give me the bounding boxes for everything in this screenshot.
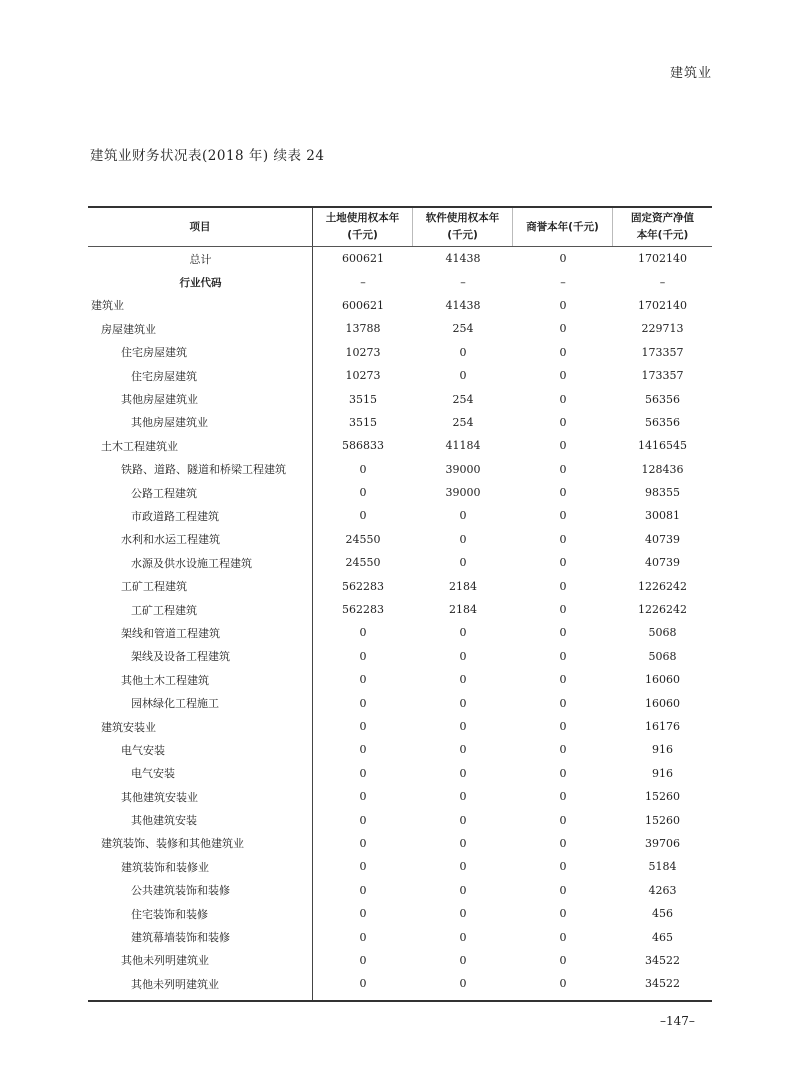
- row-value: 254: [452, 415, 474, 429]
- row-value: 13788: [345, 322, 381, 336]
- row-value: 1226242: [638, 579, 687, 593]
- row-value: 0: [359, 486, 367, 500]
- row-value: 0: [359, 977, 367, 991]
- row-value: 56356: [645, 392, 680, 406]
- header-item: 项目: [88, 208, 313, 246]
- row-value: 0: [559, 509, 567, 523]
- row-value: 0: [559, 883, 567, 897]
- row-label: 工矿工程建筑: [121, 580, 187, 594]
- row-value: 41438: [445, 298, 481, 312]
- table-row: [88, 925, 712, 948]
- row-value: 128436: [641, 462, 684, 476]
- row-label: 建筑业: [91, 299, 124, 313]
- row-value: 0: [459, 673, 467, 687]
- row-value: 0: [459, 953, 467, 967]
- table-row: [88, 270, 712, 293]
- row-value: 0: [559, 813, 567, 827]
- header-goodwill: 商誉本年(千元): [513, 208, 613, 246]
- row-value: 0: [359, 930, 367, 944]
- row-label: 住宅房屋建筑: [131, 369, 197, 383]
- table-row: [88, 247, 712, 270]
- row-value: 0: [359, 509, 367, 523]
- row-value: 0: [559, 860, 567, 874]
- table-row: [88, 762, 712, 785]
- table-row: [88, 551, 712, 574]
- row-label: 总计: [189, 252, 212, 266]
- row-value: 5184: [648, 860, 677, 874]
- table-row: [88, 504, 712, 527]
- row-value: 98355: [645, 486, 680, 500]
- financial-table: [88, 206, 712, 1002]
- row-value: 15260: [645, 790, 680, 804]
- row-value: 0: [459, 977, 467, 991]
- table-row: [88, 902, 712, 925]
- table-row: [88, 317, 712, 340]
- row-value: 0: [359, 883, 367, 897]
- row-label: 其他建筑安装: [131, 814, 197, 828]
- row-value: 0: [459, 556, 467, 570]
- row-value: 0: [459, 532, 467, 546]
- row-value: 16060: [645, 696, 680, 710]
- row-value: 916: [652, 743, 673, 757]
- row-value: 0: [559, 790, 567, 804]
- row-value: 600621: [342, 252, 384, 266]
- table-row: [88, 528, 712, 551]
- row-value: 0: [459, 836, 467, 850]
- row-value: 0: [459, 907, 467, 921]
- row-value: 0: [359, 720, 367, 733]
- row-value: 0: [459, 790, 467, 804]
- row-value: 0: [359, 626, 367, 640]
- row-label: 水源及供水设施工程建筑: [131, 556, 252, 570]
- row-value: 0: [559, 930, 567, 944]
- row-value: 1226242: [638, 603, 687, 617]
- row-value: 0: [359, 649, 367, 663]
- row-value: 1416545: [638, 439, 687, 453]
- row-label: 铁路、道路、隧道和桥梁工程建筑: [121, 463, 286, 477]
- row-value: 0: [459, 720, 467, 733]
- row-label: 公共建筑装饰和装修: [131, 884, 230, 898]
- row-value: 465: [652, 930, 673, 944]
- row-value: 254: [452, 322, 474, 336]
- row-label: 公路工程建筑: [131, 486, 197, 500]
- row-value: 0: [559, 953, 567, 967]
- row-value: 0: [559, 696, 567, 710]
- table-row: [88, 294, 712, 317]
- row-value: 562283: [342, 579, 384, 593]
- row-value: 0: [359, 766, 367, 780]
- header-net-fixed-assets: 固定资产净值 本年(千元): [631, 212, 694, 241]
- row-value: 30081: [645, 509, 680, 523]
- row-value: –: [659, 275, 666, 289]
- row-value: 0: [559, 298, 567, 312]
- running-head: 建筑业: [669, 66, 712, 81]
- row-value: 0: [559, 579, 567, 593]
- row-value: 0: [359, 907, 367, 921]
- row-label: 建筑安装业: [101, 720, 156, 734]
- row-value: 0: [559, 369, 567, 383]
- table-row: [88, 387, 712, 410]
- table-row: [88, 341, 712, 364]
- row-value: 1702140: [638, 298, 687, 312]
- table-row: [88, 481, 712, 504]
- row-value: 0: [459, 883, 467, 897]
- row-value: 0: [559, 720, 567, 733]
- row-label: 其他土木工程建筑: [121, 673, 209, 687]
- row-value: 0: [559, 977, 567, 991]
- row-value: 0: [459, 696, 467, 710]
- row-value: 0: [559, 743, 567, 757]
- row-label: 其他未列明建筑业: [121, 954, 209, 968]
- row-value: 39000: [445, 462, 481, 476]
- table-row: [88, 808, 712, 831]
- row-value: 0: [559, 907, 567, 921]
- row-value: 254: [452, 392, 474, 406]
- table-row: [88, 621, 712, 644]
- row-label: 其他房屋建筑业: [131, 416, 208, 430]
- table-row: [88, 364, 712, 387]
- row-value: 0: [559, 673, 567, 687]
- row-value: 2184: [449, 603, 477, 617]
- row-value: 0: [559, 415, 567, 429]
- row-label: 其他未列明建筑业: [131, 977, 219, 991]
- row-value: 456: [652, 907, 673, 921]
- row-value: 4263: [648, 883, 677, 897]
- row-value: 0: [359, 673, 367, 687]
- row-value: 0: [459, 626, 467, 640]
- row-value: 5068: [648, 626, 677, 640]
- table-header: [88, 208, 712, 247]
- table-row: [88, 598, 712, 621]
- row-label: 住宅装饰和装修: [131, 907, 208, 921]
- row-value: 0: [359, 462, 367, 476]
- table-row: [88, 738, 712, 761]
- table-row: [88, 949, 712, 972]
- row-label: 电气安装: [131, 767, 175, 781]
- row-value: 1702140: [638, 252, 687, 266]
- table-row: [88, 458, 712, 481]
- row-value: 40739: [645, 556, 680, 570]
- row-value: 24550: [345, 556, 381, 570]
- row-value: 0: [459, 509, 467, 523]
- row-label: 水利和水运工程建筑: [121, 533, 220, 547]
- row-value: 2184: [449, 579, 477, 593]
- row-value: 0: [559, 836, 567, 850]
- table-row: [88, 668, 712, 691]
- row-value: 0: [359, 860, 367, 874]
- row-label: 土木工程建筑业: [101, 439, 178, 453]
- row-value: 0: [359, 813, 367, 827]
- row-value: 0: [459, 345, 467, 359]
- row-value: 562283: [342, 603, 384, 617]
- header-land-use-rights: 土地使用权本年 (千元): [313, 208, 413, 246]
- row-value: 0: [359, 743, 367, 757]
- row-value: 0: [559, 486, 567, 500]
- row-label: 建筑装饰、装修和其他建筑业: [101, 837, 244, 851]
- row-value: 34522: [645, 953, 680, 967]
- row-value: 0: [459, 369, 467, 383]
- row-value: 0: [559, 766, 567, 780]
- row-value: 0: [359, 953, 367, 967]
- row-value: 0: [559, 626, 567, 640]
- row-value: 16176: [645, 720, 680, 733]
- row-label: 其他房屋建筑业: [121, 393, 198, 407]
- row-label: 住宅房屋建筑: [121, 346, 187, 360]
- header-software-rights: 软件使用权本年 (千元): [413, 208, 513, 246]
- row-value: 16060: [645, 673, 680, 687]
- table-row: [88, 411, 712, 434]
- row-value: 39706: [645, 836, 680, 850]
- row-value: 24550: [345, 532, 381, 546]
- table-row: [88, 879, 712, 902]
- row-value: 173357: [641, 369, 684, 383]
- row-value: 3515: [349, 392, 377, 406]
- row-value: 600621: [342, 298, 384, 312]
- table-row: [88, 691, 712, 714]
- row-value: 0: [359, 696, 367, 710]
- row-value: 0: [459, 743, 467, 757]
- table-row: [88, 785, 712, 808]
- row-value: 0: [459, 860, 467, 874]
- row-value: 0: [359, 790, 367, 804]
- row-label: 园林绿化工程施工: [131, 697, 219, 711]
- row-value: 0: [459, 649, 467, 663]
- row-label: 房屋建筑业: [101, 322, 156, 336]
- row-value: 0: [559, 532, 567, 546]
- table-row: [88, 715, 712, 738]
- row-value: 0: [459, 930, 467, 944]
- row-label: 行业代码: [179, 276, 222, 289]
- row-value: –: [460, 275, 466, 289]
- row-label: 电气安装: [121, 743, 165, 757]
- table-row: [88, 645, 712, 668]
- table-title: 建筑业财务状况表(2018 年) 续表 24: [90, 148, 325, 164]
- table-row: [88, 832, 712, 855]
- row-label: 架线及设备工程建筑: [131, 650, 230, 664]
- row-value: 0: [559, 603, 567, 617]
- row-value: 34522: [645, 977, 680, 991]
- page-number: –147–: [660, 1014, 695, 1028]
- row-value: 15260: [645, 813, 680, 827]
- row-label: 建筑幕墙装饰和装修: [131, 931, 230, 945]
- row-value: –: [560, 275, 566, 289]
- row-value: 10273: [345, 345, 381, 359]
- row-value: 0: [559, 392, 567, 406]
- row-value: 0: [559, 252, 567, 266]
- row-value: 41438: [445, 252, 481, 266]
- row-label: 工矿工程建筑: [131, 603, 197, 617]
- row-value: 3515: [349, 415, 377, 429]
- row-value: 40739: [645, 532, 680, 546]
- row-value: 229713: [641, 322, 684, 336]
- row-value: 0: [559, 462, 567, 476]
- row-value: 0: [559, 322, 567, 336]
- table-row: [88, 855, 712, 878]
- row-label: 架线和管道工程建筑: [121, 626, 220, 640]
- row-value: 0: [359, 836, 367, 850]
- table-row: [88, 972, 712, 995]
- row-value: 41184: [445, 439, 481, 453]
- row-value: 0: [459, 813, 467, 827]
- row-value: 0: [559, 345, 567, 359]
- row-value: 173357: [641, 345, 684, 359]
- row-value: 5068: [648, 649, 677, 663]
- row-value: 39000: [445, 486, 481, 500]
- row-label: 市政道路工程建筑: [131, 509, 219, 523]
- row-value: 586833: [342, 439, 384, 453]
- row-value: 0: [459, 766, 467, 780]
- row-value: 0: [559, 556, 567, 570]
- row-label: 其他建筑安装业: [121, 790, 198, 804]
- row-value: 10273: [345, 369, 381, 383]
- row-value: 0: [559, 439, 567, 453]
- table-row: [88, 434, 712, 457]
- table-row: [88, 574, 712, 597]
- row-value: 0: [559, 649, 567, 663]
- row-value: 56356: [645, 415, 680, 429]
- row-label: 建筑装饰和装修业: [121, 860, 209, 874]
- table-body: [88, 247, 712, 1000]
- row-value: –: [360, 275, 366, 289]
- row-value: 916: [652, 766, 673, 780]
